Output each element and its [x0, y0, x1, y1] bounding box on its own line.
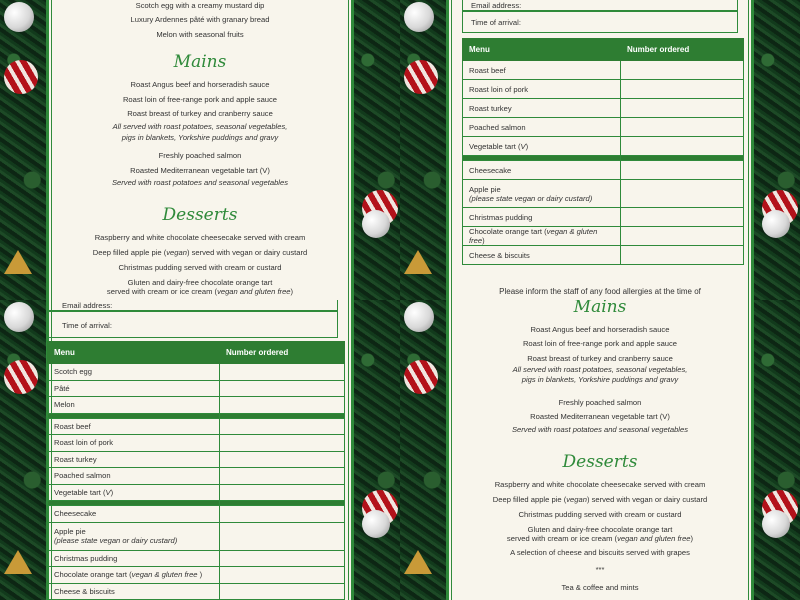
bauble-ornament-icon [404, 60, 438, 94]
menu-item-cell: Poached salmon [48, 468, 220, 485]
menu-item-cell: Cheese & biscuits [48, 583, 220, 600]
number-ordered-input[interactable] [220, 468, 345, 485]
menu-note: All served with roast potatoes, seasonal vegetables, [112, 122, 288, 131]
number-ordered-input[interactable] [220, 397, 345, 414]
menu-item-cell: Roast turkey [463, 99, 621, 118]
number-ordered-input[interactable] [220, 550, 345, 567]
bauble-ornament-icon [4, 60, 38, 94]
panel-order-form-top [400, 0, 800, 300]
table-row [463, 118, 744, 137]
star-ornament-icon [404, 550, 432, 574]
table-row [463, 61, 744, 80]
table-row [48, 522, 345, 550]
menu-item-cell: Poached salmon [463, 118, 621, 137]
menu-item: Melon with seasonal fruits [156, 30, 244, 39]
bauble-ornament-icon [4, 2, 34, 32]
menu-item-cell: Cheese & biscuits [463, 246, 621, 265]
menu-item-cell: Melon [48, 397, 220, 414]
menu-item-cell: Vegetable tart (V) [463, 137, 621, 156]
menu-item-cell: Cheesecake [463, 161, 621, 180]
table-row [463, 161, 744, 180]
number-ordered-input[interactable] [220, 522, 345, 550]
menu-item: Deep filled apple pie (vegan) served with vegan or dairy custard [492, 495, 708, 504]
number-ordered-input[interactable] [220, 451, 345, 468]
arrival-time-field[interactable] [47, 311, 338, 338]
menu-item: Gluten and dairy-free chocolate orange tart [127, 278, 273, 287]
section-heading: Mains [173, 52, 227, 72]
number-ordered-input[interactable] [621, 137, 744, 156]
number-ordered-input[interactable] [220, 506, 345, 523]
christmas-decoration-right [354, 300, 400, 600]
christmas-decoration-right [754, 300, 800, 600]
bauble-ornament-icon [404, 302, 434, 332]
menu-item: Luxury Ardennes pâté with granary bread [130, 15, 270, 24]
number-ordered-input[interactable] [621, 180, 744, 208]
panel-order-form-bottom [0, 300, 400, 600]
menu-page [446, 300, 754, 600]
menu-item-cell: Roast beef [463, 61, 621, 80]
menu-item-cell: Roast turkey [48, 451, 220, 468]
menu-note: pigs in blankets, Yorkshire puddings and gravy [121, 133, 279, 142]
christmas-decoration-right [354, 0, 400, 300]
menu-item-cell: Scotch egg [48, 364, 220, 381]
table-row [463, 227, 744, 246]
order-table [47, 341, 345, 600]
menu-item-cell: Apple pie (please state vegan or dairy custard) [48, 522, 220, 550]
arrival-time-field[interactable] [462, 11, 738, 33]
number-ordered-input[interactable] [220, 435, 345, 452]
menu-item: Christmas pudding served with cream or custard [118, 263, 282, 272]
star-ornament-icon [4, 550, 32, 574]
arrival-label: Time of arrival: [62, 321, 112, 330]
table-row [463, 80, 744, 99]
section-heading: Desserts [562, 452, 638, 472]
menu-item: Raspberry and white chocolate cheesecake served with cream [94, 233, 306, 242]
table-row [463, 137, 744, 156]
bauble-ornament-icon [404, 2, 434, 32]
bauble-ornament-icon [762, 210, 790, 238]
menu-item: served with cream or ice cream (vegan and gluten free) [506, 534, 694, 543]
table-row [48, 435, 345, 452]
table-row [48, 583, 345, 600]
number-ordered-input[interactable] [621, 61, 744, 80]
christmas-decoration-left [0, 300, 46, 600]
email-field[interactable] [462, 0, 738, 11]
number-ordered-input[interactable] [220, 484, 345, 501]
bauble-ornament-icon [362, 210, 390, 238]
menu-item-cell: Cheesecake [48, 506, 220, 523]
menu-item-cell: Roast loin of pork [463, 80, 621, 99]
menu-item: Roasted Mediterranean vegetable tart (V) [530, 412, 670, 421]
menu-item: Christmas pudding served with cream or custard [518, 510, 682, 519]
table-row [48, 397, 345, 414]
order-table [462, 38, 744, 265]
number-ordered-input[interactable] [220, 380, 345, 397]
table-row [48, 418, 345, 435]
menu-note: All served with roast potatoes, seasonal vegetables, [512, 365, 688, 374]
table-row [48, 567, 345, 584]
panel-menu-bottom [400, 300, 800, 600]
menu-item: Deep filled apple pie (vegan) served with vegan or dairy custard [92, 248, 308, 257]
menu-item: Roast loin of free-range pork and apple sauce [522, 339, 678, 348]
email-field[interactable] [47, 300, 338, 311]
bauble-ornament-icon [4, 360, 38, 394]
menu-item: Roasted Mediterranean vegetable tart (V) [130, 166, 270, 175]
menu-item-cell: Roast loin of pork [48, 435, 220, 452]
bauble-ornament-icon [4, 302, 34, 332]
menu-item-cell: Christmas pudding [48, 550, 220, 567]
table-row [48, 484, 345, 501]
column-header-menu: Menu [463, 39, 621, 61]
menu-page [46, 0, 354, 300]
number-ordered-input[interactable] [621, 227, 744, 246]
table-row [48, 468, 345, 485]
menu-item: Freshly poached salmon [558, 398, 642, 407]
menu-item-cell: Pâté [48, 380, 220, 397]
table-row [463, 180, 744, 208]
menu-item: Roast Angus beef and horseradish sauce [130, 80, 270, 89]
bauble-ornament-icon [762, 510, 790, 538]
table-row [48, 364, 345, 381]
panel-menu-top [0, 0, 400, 300]
bauble-ornament-icon [404, 360, 438, 394]
menu-item: Roast breast of turkey and cranberry sauce [527, 354, 673, 363]
star-ornament-icon [4, 250, 32, 274]
email-label: Email address: [62, 301, 113, 310]
table-row [463, 246, 744, 265]
menu-item: Roast Angus beef and horseradish sauce [530, 325, 670, 334]
menu-item: Tea & coffee and mints [561, 583, 639, 592]
column-header-number: Number ordered [621, 39, 744, 61]
order-form-page [46, 300, 354, 600]
number-ordered-input[interactable] [621, 246, 744, 265]
number-ordered-input[interactable] [621, 118, 744, 137]
column-header-menu: Menu [48, 342, 220, 364]
christmas-decoration-left [0, 0, 46, 300]
number-ordered-input[interactable] [220, 567, 345, 584]
christmas-decoration-left [400, 300, 446, 600]
allergy-note: Please inform the staff of any food allergies at the time of [499, 287, 701, 296]
number-ordered-input[interactable] [621, 99, 744, 118]
menu-item: Roast loin of free-range pork and apple sauce [122, 95, 278, 104]
bauble-ornament-icon [362, 510, 390, 538]
email-label: Email address: [471, 1, 522, 10]
menu-note: pigs in blankets, Yorkshire puddings and gravy [521, 375, 679, 384]
order-form-page [446, 0, 754, 300]
table-row [463, 99, 744, 118]
menu-note: Served with roast potatoes and seasonal vegetables [111, 178, 289, 187]
menu-item-cell: Roast beef [48, 418, 220, 435]
number-ordered-input[interactable] [220, 583, 345, 600]
table-row [48, 380, 345, 397]
menu-item: Gluten and dairy-free chocolate orange tart [527, 525, 673, 534]
menu-item: Freshly poached salmon [158, 151, 242, 160]
menu-item-cell: Vegetable tart (V) [48, 484, 220, 501]
number-ordered-input[interactable] [621, 208, 744, 227]
table-row [48, 506, 345, 523]
menu-note: Served with roast potatoes and seasonal vegetables [511, 425, 689, 434]
star-ornament-icon [404, 250, 432, 274]
section-heading: Desserts [162, 205, 238, 225]
table-row [48, 550, 345, 567]
christmas-decoration-left [400, 0, 446, 300]
table-row [48, 451, 345, 468]
christmas-decoration-right [754, 0, 800, 300]
number-ordered-input[interactable] [621, 161, 744, 180]
number-ordered-input[interactable] [621, 80, 744, 99]
table-row [463, 208, 744, 227]
menu-item: *** [595, 565, 605, 574]
section-heading: Mains [573, 300, 627, 317]
menu-item: served with cream or ice cream (vegan and gluten free) [106, 287, 294, 296]
number-ordered-input[interactable] [220, 364, 345, 381]
column-header-number: Number ordered [220, 342, 345, 364]
menu-item-cell: Apple pie (please state vegan or dairy custard) [463, 180, 621, 208]
arrival-label: Time of arrival: [471, 18, 521, 27]
menu-item-cell: Christmas pudding [463, 208, 621, 227]
menu-item: Raspberry and white chocolate cheesecake served with cream [494, 480, 706, 489]
menu-item: Roast breast of turkey and cranberry sauce [127, 109, 273, 118]
menu-item: Scotch egg with a creamy mustard dip [135, 1, 265, 10]
menu-item-cell: Chocolate orange tart (vegan & gluten free ) [48, 567, 220, 584]
menu-item: A selection of cheese and biscuits served with grapes [510, 548, 690, 557]
number-ordered-input[interactable] [220, 418, 345, 435]
menu-item-cell: Chocolate orange tart (vegan & gluten free) [463, 227, 621, 246]
